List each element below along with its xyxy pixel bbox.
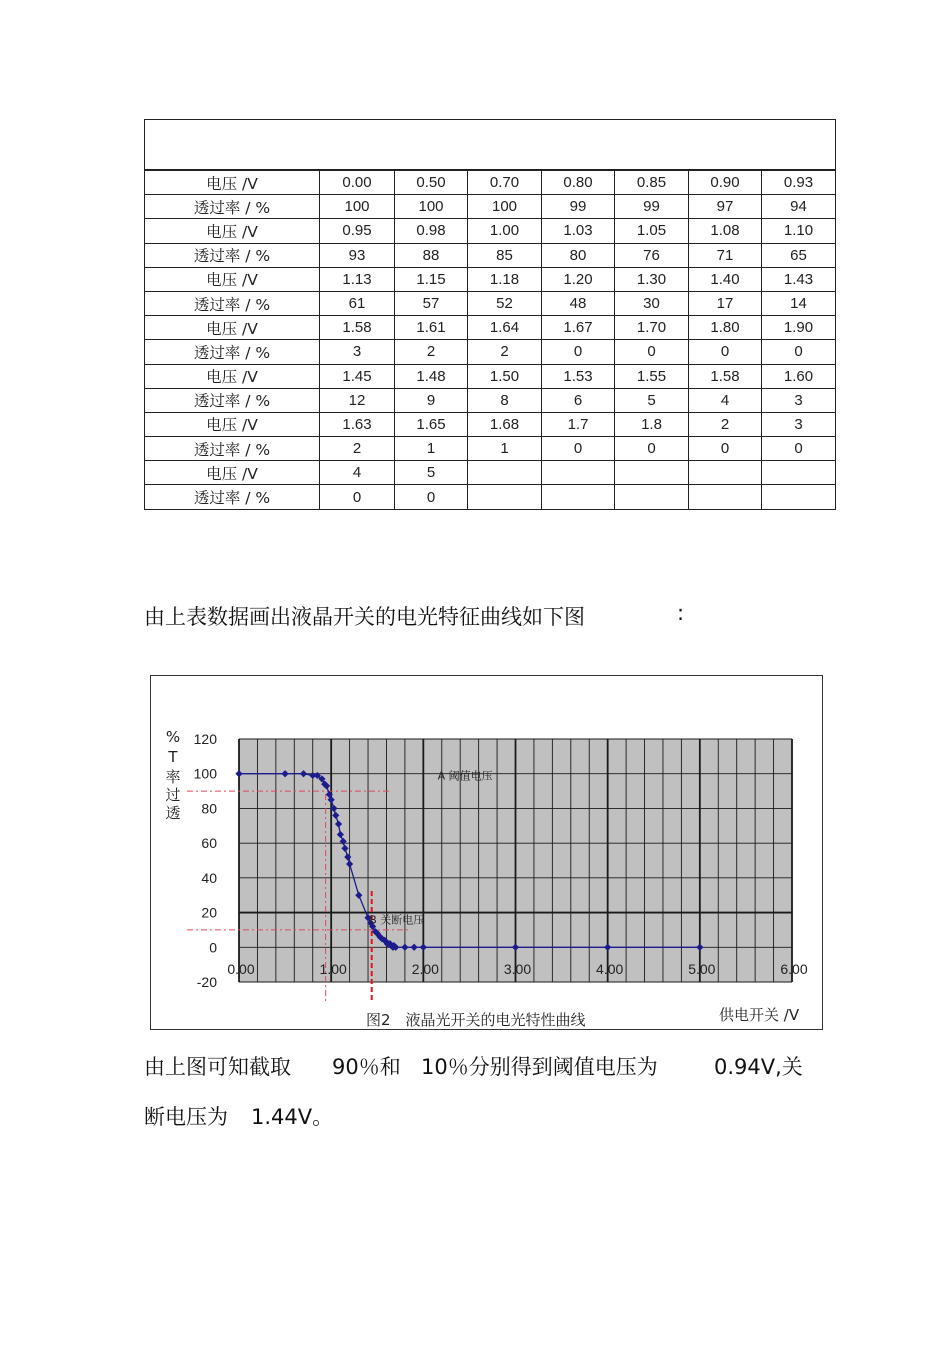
table-cell: 94 [762, 195, 836, 219]
conclusion-line1-b: 90％和 [332, 1055, 401, 1079]
table-cell: 71 [689, 243, 762, 267]
table-cell: 1.53 [542, 364, 615, 388]
table-cell: 1.60 [762, 364, 836, 388]
x-tick-label: 2.00 [411, 961, 439, 977]
table-cell [542, 485, 615, 509]
table-cell: 8 [468, 388, 542, 412]
table-cell: 0.93 [762, 170, 836, 195]
row-label: 透过率 / % [145, 340, 320, 364]
table-cell: 1.90 [762, 316, 836, 340]
x-tick-label: 5.00 [688, 961, 716, 977]
y-tick-label: 120 [193, 731, 217, 747]
table-cell: 1.64 [468, 316, 542, 340]
table-cell: 6 [542, 388, 615, 412]
conclusion-line2-b: 1.44V。 [251, 1105, 334, 1129]
table-cell: 1.58 [689, 364, 762, 388]
table-cell: 1.70 [615, 316, 689, 340]
table-cell: 0.98 [395, 219, 468, 243]
table-row [145, 291, 836, 315]
table-cell: 1.00 [468, 219, 542, 243]
table-cell: 85 [468, 243, 542, 267]
row-label: 电压 /V [145, 170, 320, 195]
row-label: 透过率 / % [145, 485, 320, 509]
table-cell [615, 461, 689, 485]
table-cell: 0 [615, 437, 689, 461]
y-tick-label: 60 [201, 835, 217, 852]
y-tick-label: 0 [209, 939, 217, 956]
table-cell: 1.48 [395, 364, 468, 388]
table-cell: 0 [320, 485, 395, 509]
table-cell: 0 [542, 340, 615, 364]
table-cell: 0 [689, 437, 762, 461]
table-cell [762, 461, 836, 485]
table-row [145, 219, 836, 243]
x-tick-label: 3.00 [503, 961, 532, 977]
table-cell: 1.8 [615, 412, 689, 436]
table-row [145, 195, 836, 219]
table-cell: 0 [689, 340, 762, 364]
table-cell [689, 485, 762, 509]
table-row [145, 243, 836, 267]
table-cell: 1.63 [320, 412, 395, 436]
table-row [145, 485, 836, 509]
y-tick-label: 40 [201, 869, 217, 886]
table-cell: 2 [395, 340, 468, 364]
table-cell [615, 485, 689, 509]
y-tick-label: 20 [201, 904, 217, 921]
x-tick-label: 0.00 [227, 961, 255, 977]
table-cell: 100 [468, 195, 542, 219]
annotation-label: A 阈值电压 [437, 769, 493, 783]
row-label: 透过率 / % [145, 195, 320, 219]
table-cell: 9 [395, 388, 468, 412]
table-cell: 3 [762, 388, 836, 412]
table-cell: 0 [395, 485, 468, 509]
annotation-label: B 关断电压 [369, 913, 425, 927]
table-cell: 1.05 [615, 219, 689, 243]
table-cell: 61 [320, 291, 395, 315]
table-cell: 1.58 [320, 316, 395, 340]
table-cell: 1.50 [468, 364, 542, 388]
table-cell: 57 [395, 291, 468, 315]
conclusion-line1-c: 10％分别得到阈值电压为 [421, 1055, 658, 1079]
chart-frame [150, 675, 823, 1030]
chart-caption: 图2 液晶光开关的电光特性曲线 [366, 1011, 586, 1029]
table-cell: 3 [320, 340, 395, 364]
table-cell: 52 [468, 291, 542, 315]
table-row [145, 340, 836, 364]
row-label: 电压 /V [145, 412, 320, 436]
table-cell: 5 [615, 388, 689, 412]
row-label: 电压 /V [145, 364, 320, 388]
table-cell: 1.08 [689, 219, 762, 243]
row-label: 电压 /V [145, 267, 320, 291]
table-cell [689, 461, 762, 485]
table-cell: 4 [320, 461, 395, 485]
table-cell: 4 [689, 388, 762, 412]
y-tick-label: -20 [196, 974, 217, 990]
table-cell: 2 [468, 340, 542, 364]
table-cell: 1 [395, 437, 468, 461]
row-label: 电压 /V [145, 316, 320, 340]
table-cell: 2 [689, 412, 762, 436]
table-cell: 80 [542, 243, 615, 267]
table-cell: 0.85 [615, 170, 689, 195]
table-cell: 1.80 [689, 316, 762, 340]
table-cell: 99 [615, 195, 689, 219]
table-cell: 65 [762, 243, 836, 267]
conclusion-line1-a: 由上图可知截取 [144, 1055, 291, 1079]
table-cell [468, 485, 542, 509]
table-cell: 1.65 [395, 412, 468, 436]
intro-colon: : [677, 601, 685, 625]
y-axis-label-char: 透 [165, 804, 181, 822]
table-cell [762, 485, 836, 509]
table-header-cell [145, 120, 836, 171]
table-cell [542, 461, 615, 485]
row-label: 电压 /V [145, 219, 320, 243]
table-cell: 17 [689, 291, 762, 315]
table-row [145, 267, 836, 291]
table-cell: 0 [615, 340, 689, 364]
table-cell: 1.20 [542, 267, 615, 291]
table-cell: 1.40 [689, 267, 762, 291]
x-axis-label: 供电开关 /V [719, 1006, 800, 1024]
table-row [145, 412, 836, 436]
table-row [145, 316, 836, 340]
table-cell: 97 [689, 195, 762, 219]
table-cell: 1.45 [320, 364, 395, 388]
y-tick-label: 100 [193, 765, 217, 782]
y-tick-label: 80 [201, 800, 217, 817]
table-cell: 1.67 [542, 316, 615, 340]
table-cell: 1.61 [395, 316, 468, 340]
row-label: 电压 /V [145, 461, 320, 485]
table-cell: 88 [395, 243, 468, 267]
table-cell: 0 [762, 437, 836, 461]
y-axis-label-char: 率 [165, 768, 181, 786]
table-cell: 1.43 [762, 267, 836, 291]
chart-svg [151, 676, 822, 1029]
table-cell: 30 [615, 291, 689, 315]
table-cell: 100 [395, 195, 468, 219]
table-cell: 2 [320, 437, 395, 461]
row-label: 透过率 / % [145, 388, 320, 412]
table-cell: 0.90 [689, 170, 762, 195]
table-cell: 100 [320, 195, 395, 219]
row-label: 透过率 / % [145, 437, 320, 461]
table-row [145, 388, 836, 412]
table-cell: 3 [762, 412, 836, 436]
x-tick-label: 1.00 [319, 961, 347, 977]
table-cell: 1.30 [615, 267, 689, 291]
intro-text: 由上表数据画出液晶开关的电光特征曲线如下图 [144, 605, 585, 629]
table-row [145, 437, 836, 461]
table-cell: 1 [468, 437, 542, 461]
row-label: 透过率 / % [145, 291, 320, 315]
table-header-row [145, 120, 836, 171]
conclusion-line2-a: 断电压为 [144, 1105, 228, 1129]
table-cell: 14 [762, 291, 836, 315]
table-cell: 1.7 [542, 412, 615, 436]
table-row [145, 364, 836, 388]
table-cell: 12 [320, 388, 395, 412]
table-cell: 93 [320, 243, 395, 267]
table-cell: 1.55 [615, 364, 689, 388]
data-table [144, 119, 836, 510]
y-axis-label-char: 过 [165, 786, 181, 804]
table-cell: 1.68 [468, 412, 542, 436]
table-cell: 1.18 [468, 267, 542, 291]
table-cell: 1.10 [762, 219, 836, 243]
table-cell: 1.13 [320, 267, 395, 291]
table-cell: 0.95 [320, 219, 395, 243]
table-cell: 1.15 [395, 267, 468, 291]
x-tick-label: 6.00 [780, 961, 808, 977]
table-cell: 0 [542, 437, 615, 461]
row-label: 透过率 / % [145, 243, 320, 267]
table-row [145, 461, 836, 485]
table-cell: 76 [615, 243, 689, 267]
y-axis-label-char: T [168, 748, 178, 766]
table-cell: 1.03 [542, 219, 615, 243]
conclusion-line1-d: 0.94V,关 [714, 1055, 803, 1079]
table-cell: 0.00 [320, 170, 395, 195]
table-cell: 0 [762, 340, 836, 364]
table-cell: 99 [542, 195, 615, 219]
table-cell [468, 461, 542, 485]
table-cell: 0.50 [395, 170, 468, 195]
table-row [145, 170, 836, 195]
y-axis-label-char: % [165, 728, 181, 746]
table-cell: 5 [395, 461, 468, 485]
table-cell: 0.70 [468, 170, 542, 195]
x-tick-label: 4.00 [596, 961, 624, 977]
table-cell: 0.80 [542, 170, 615, 195]
table-cell: 48 [542, 291, 615, 315]
